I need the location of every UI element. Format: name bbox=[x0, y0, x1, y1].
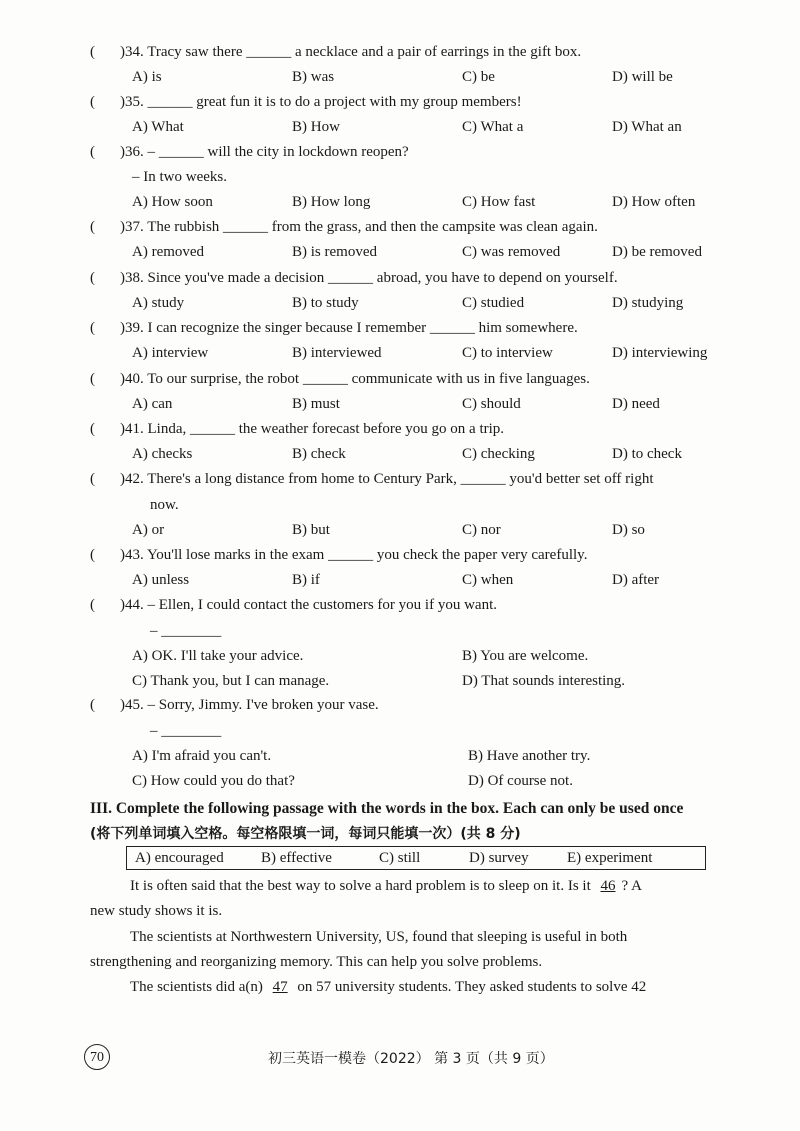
options-37 bbox=[132, 244, 772, 264]
options-39 bbox=[132, 345, 772, 365]
option-c: C) studied bbox=[462, 295, 525, 311]
question-stem: )41. Linda, ______ the weather forecast before you go on a trip. bbox=[120, 421, 505, 437]
options-44-row1 bbox=[132, 648, 772, 668]
option-b: B) How long bbox=[292, 194, 371, 210]
option-c: C) be bbox=[462, 69, 495, 85]
option-a: A) can bbox=[132, 396, 173, 412]
question-34: ( )34. Tracy saw there ______ a necklace and a pair of earrings in the gift box. bbox=[90, 44, 582, 60]
word-option-c: C) still bbox=[379, 850, 421, 866]
option-c: C) nor bbox=[462, 522, 501, 538]
question-43: ( )43. You'll lose marks in the exam ______ you check the paper very carefully. bbox=[90, 547, 588, 563]
option-b: B) is removed bbox=[292, 244, 377, 260]
options-35 bbox=[132, 119, 772, 139]
question-stem: )36. – ______ will the city in lockdown reopen? bbox=[120, 144, 409, 160]
option-b: B) must bbox=[292, 396, 340, 412]
option-d: D) Of course not. bbox=[468, 773, 573, 789]
option-c: C) Thank you, but I can manage. bbox=[132, 673, 330, 689]
question-40: ( )40. To our surprise, the robot ______ communicate with us in five languages. bbox=[90, 371, 590, 387]
question-42: ( )42. There's a long distance from home to Century Park, ______ you'd better set off right bbox=[90, 471, 654, 487]
option-c: C) What a bbox=[462, 119, 524, 135]
question-stem: )42. There's a long distance from home to Century Park, ______ you'd better set off right bbox=[120, 471, 654, 487]
option-d: D) How often bbox=[612, 194, 696, 210]
options-43 bbox=[132, 572, 772, 592]
option-d: D) to check bbox=[612, 446, 682, 462]
question-stem: )38. Since you've made a decision ______ abroad, you have to depend on yourself. bbox=[120, 270, 618, 286]
question-38: ( )38. Since you've made a decision ______ abroad, you have to depend on yourself. bbox=[90, 270, 618, 286]
passage-line: It is often said that the best way to solve a hard problem is to sleep on it. Is it 46 ? A bbox=[130, 878, 642, 894]
option-a: A) checks bbox=[132, 446, 193, 462]
option-a: A) is bbox=[132, 69, 162, 85]
answer-blank: – ________ bbox=[150, 723, 222, 739]
option-a: A) unless bbox=[132, 572, 190, 588]
option-b: B) was bbox=[292, 69, 335, 85]
section-title: III. Complete the following passage with the words in the box. Each can only be used once bbox=[90, 800, 684, 817]
options-34 bbox=[132, 69, 772, 89]
options-44-row2 bbox=[132, 673, 772, 693]
answer-blank: – ________ bbox=[150, 623, 222, 639]
question-stem: )35. ______ great fun it is to do a project with my group members! bbox=[120, 94, 522, 110]
passage-line: The scientists at Northwestern University, US, found that sleeping is useful in both bbox=[130, 929, 628, 945]
option-c: C) to interview bbox=[462, 345, 553, 361]
option-d: D) interviewing bbox=[612, 345, 708, 361]
word-option-a: A) encouraged bbox=[135, 850, 224, 866]
word-option-e: E) experiment bbox=[567, 850, 653, 866]
question-stem: )45. – Sorry, Jimmy. I've broken your vase. bbox=[120, 697, 379, 713]
question-45: ( )45. – Sorry, Jimmy. I've broken your vase. bbox=[90, 697, 379, 713]
question-41: ( )41. Linda, ______ the weather forecast before you go on a trip. bbox=[90, 421, 505, 437]
option-c: C) was removed bbox=[462, 244, 561, 260]
option-d: D) need bbox=[612, 396, 660, 412]
option-d: D) will be bbox=[612, 69, 673, 85]
footer-text: 初三英语一模卷（2022） 第 3 页（共 9 页） bbox=[268, 1051, 554, 1067]
option-c: C) checking bbox=[462, 446, 535, 462]
option-d: D) so bbox=[612, 522, 645, 538]
option-d: D) What an bbox=[612, 119, 682, 135]
word-box bbox=[126, 846, 706, 870]
question-stem: )39. I can recognize the singer because I remember ______ him somewhere. bbox=[120, 320, 578, 336]
option-d: D) after bbox=[612, 572, 660, 588]
passage-line: The scientists did a(n) 47 on 57 university students. They asked students to solve 42 bbox=[130, 979, 647, 995]
page-number-circle: 70 bbox=[84, 1044, 110, 1070]
option-a: A) I'm afraid you can't. bbox=[132, 748, 272, 764]
blank-46: 46 bbox=[600, 878, 616, 894]
options-42 bbox=[132, 522, 772, 542]
options-41 bbox=[132, 446, 772, 466]
question-stem: )43. You'll lose marks in the exam ______ you check the paper very carefully. bbox=[120, 547, 588, 563]
option-b: B) if bbox=[292, 572, 320, 588]
option-b: B) but bbox=[292, 522, 330, 538]
options-36 bbox=[132, 194, 772, 214]
option-b: B) interviewed bbox=[292, 345, 382, 361]
option-d: D) be removed bbox=[612, 244, 702, 260]
option-a: A) interview bbox=[132, 345, 209, 361]
option-a: A) study bbox=[132, 295, 185, 311]
options-45-row2 bbox=[132, 773, 772, 793]
option-a: A) How soon bbox=[132, 194, 213, 210]
option-b: B) check bbox=[292, 446, 346, 462]
question-44: ( )44. – Ellen, I could contact the customers for you if you want. bbox=[90, 597, 497, 613]
options-45-row1 bbox=[132, 748, 772, 768]
options-38 bbox=[132, 295, 772, 315]
question-continuation: – In two weeks. bbox=[132, 169, 227, 185]
option-b: B) Have another try. bbox=[468, 748, 591, 764]
question-39: ( )39. I can recognize the singer because I remember ______ him somewhere. bbox=[90, 320, 578, 336]
option-a: A) or bbox=[132, 522, 165, 538]
option-b: B) You are welcome. bbox=[462, 648, 589, 664]
question-36: ( )36. – ______ will the city in lockdown reopen? bbox=[90, 144, 409, 160]
section-title-cn: (将下列单词填入空格。每空格限填一词，每词只能填一次）(共 8 分) bbox=[90, 826, 521, 842]
question-continuation: now. bbox=[150, 497, 179, 513]
option-c: C) should bbox=[462, 396, 521, 412]
options-40 bbox=[132, 396, 772, 416]
blank-47: 47 bbox=[272, 979, 288, 995]
option-c: C) How fast bbox=[462, 194, 536, 210]
option-b: B) How bbox=[292, 119, 340, 135]
passage-line: strengthening and reorganizing memory. This can help you solve problems. bbox=[90, 954, 543, 970]
option-c: C) when bbox=[462, 572, 514, 588]
word-option-d: D) survey bbox=[469, 850, 529, 866]
passage-line: new study shows it is. bbox=[90, 903, 223, 919]
option-a: A) What bbox=[132, 119, 184, 135]
option-d: D) That sounds interesting. bbox=[462, 673, 626, 689]
page-footer bbox=[0, 1044, 800, 1074]
question-stem: )37. The rubbish ______ from the grass, and then the campsite was clean again. bbox=[120, 219, 598, 235]
word-option-b: B) effective bbox=[261, 850, 332, 866]
option-a: A) OK. I'll take your advice. bbox=[132, 648, 304, 664]
question-stem: )40. To our surprise, the robot ______ communicate with us in five languages. bbox=[120, 371, 590, 387]
question-35: ( )35. ______ great fun it is to do a project with my group members! bbox=[90, 94, 522, 110]
option-d: D) studying bbox=[612, 295, 684, 311]
option-a: A) removed bbox=[132, 244, 205, 260]
question-stem: )44. – Ellen, I could contact the customers for you if you want. bbox=[120, 597, 497, 613]
question-37: ( )37. The rubbish ______ from the grass, and then the campsite was clean again. bbox=[90, 219, 598, 235]
question-stem: )34. Tracy saw there ______ a necklace and a pair of earrings in the gift box. bbox=[120, 44, 582, 60]
option-b: B) to study bbox=[292, 295, 359, 311]
option-c: C) How could you do that? bbox=[132, 773, 295, 789]
